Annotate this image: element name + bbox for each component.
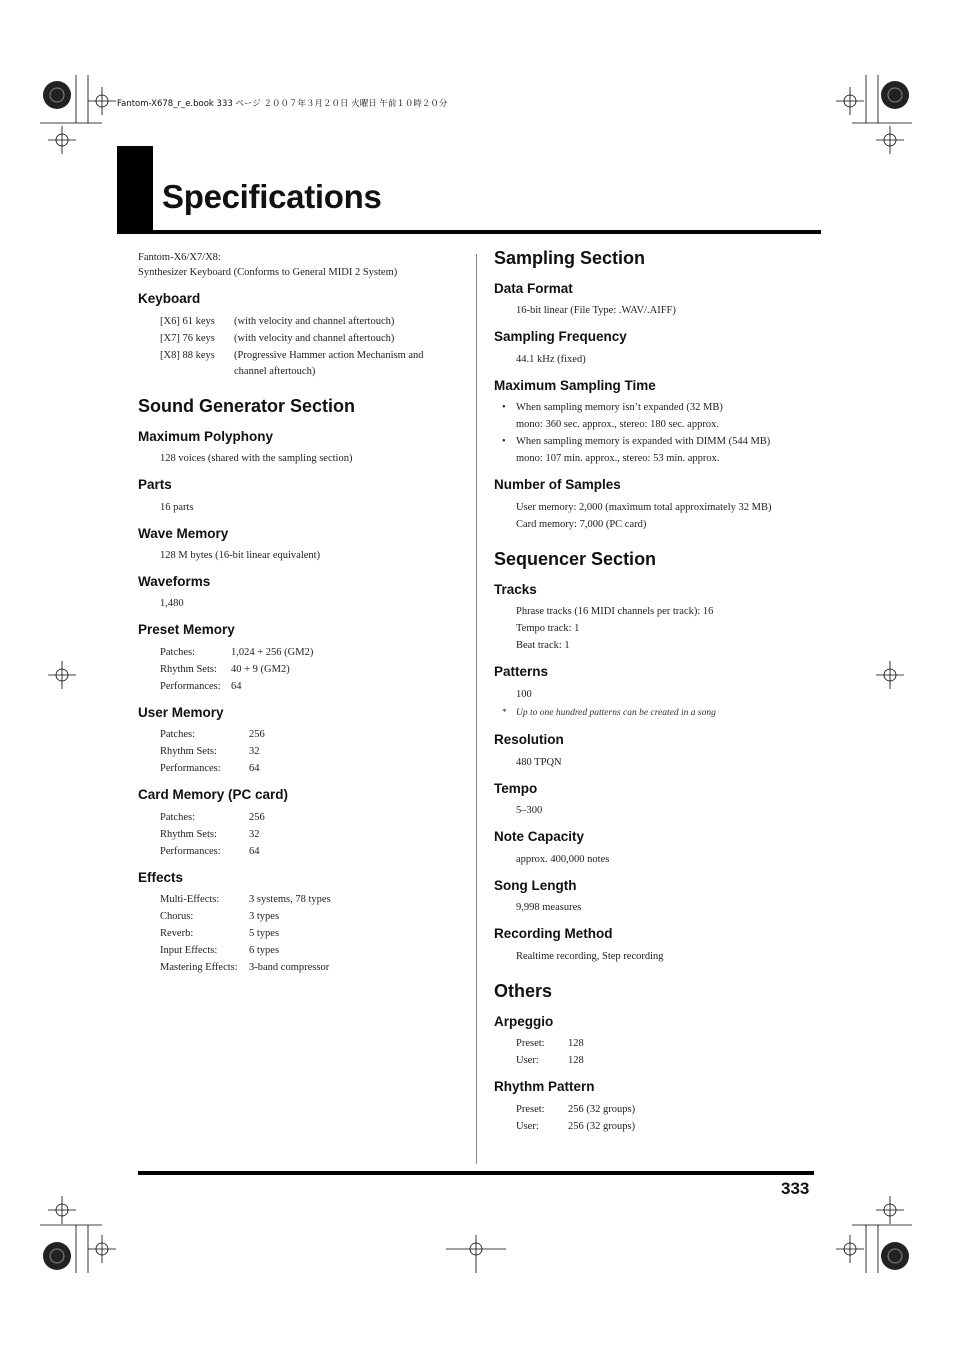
spec-value: 3-band compressor <box>249 962 330 973</box>
keyboard-heading: Keyboard <box>138 291 201 306</box>
max-time-line: When sampling memory isn’t expanded (32 MB) <box>516 402 723 413</box>
spec-label: Input Effects: <box>160 945 218 956</box>
keyboard-desc: (with velocity and channel aftertouch) <box>234 316 395 327</box>
column-divider <box>476 254 477 1164</box>
spec-value: 256 <box>249 729 265 740</box>
keyboard-desc-cont: channel aftertouch) <box>234 366 316 377</box>
keyboard-model: [X6] 61 keys <box>160 316 215 327</box>
sampling-frequency-heading: Sampling Frequency <box>494 329 627 344</box>
waveforms-value: 1,480 <box>160 598 184 609</box>
waveforms-heading: Waveforms <box>138 574 211 589</box>
sound-generator-heading: Sound Generator Section <box>138 396 356 416</box>
num-samples-line: User memory: 2,000 (maximum total approximately 32 MB) <box>516 502 772 513</box>
spec-value: 32 <box>249 829 260 840</box>
user-memory-heading: User Memory <box>138 705 224 720</box>
arpeggio-heading: Arpeggio <box>494 1014 554 1029</box>
spec-value: 5 types <box>249 928 280 939</box>
spec-value: 256 <box>249 812 265 823</box>
keyboard-desc: (Progressive Hammer action Mechanism and <box>234 350 424 361</box>
patterns-note: Up to one hundred patterns can be created in a song <box>516 708 716 718</box>
spec-label: Performances: <box>160 763 221 774</box>
others-heading: Others <box>494 981 553 1001</box>
max-time-line: When sampling memory is expanded with DIMM (544 MB) <box>516 436 771 447</box>
spec-label: Rhythm Sets: <box>160 664 217 675</box>
spec-label: Multi-Effects: <box>160 894 220 905</box>
tempo-heading: Tempo <box>494 781 538 796</box>
spec-value: 32 <box>249 746 260 757</box>
num-samples-line: Card memory: 7,000 (PC card) <box>516 519 647 530</box>
spec-value: 1,024 + 256 (GM2) <box>231 647 314 658</box>
note-capacity-value: approx. 400,000 notes <box>516 854 610 865</box>
spec-label: Preset: <box>516 1038 545 1049</box>
max-polyphony-heading: Maximum Polyphony <box>138 429 274 444</box>
bullet-icon: • <box>502 436 506 447</box>
max-time-line: mono: 360 sec. approx., stereo: 180 sec. approx. <box>516 419 719 430</box>
spec-label: Reverb: <box>160 928 194 939</box>
recording-method-value: Realtime recording, Step recording <box>516 951 664 962</box>
parts-value: 16 parts <box>160 502 194 513</box>
spec-value: 64 <box>231 681 242 692</box>
sampling-heading: Sampling Section <box>494 248 646 268</box>
note-mark: * <box>502 708 507 718</box>
intro-line-2: Synthesizer Keyboard (Conforms to General MIDI 2 System) <box>138 267 398 278</box>
spec-label: User: <box>516 1121 539 1132</box>
spec-label: Mastering Effects: <box>160 962 238 973</box>
footer-rule <box>138 1171 814 1175</box>
resolution-heading: Resolution <box>494 732 564 747</box>
bullet-icon: • <box>502 402 506 413</box>
wave-memory-heading: Wave Memory <box>138 526 229 541</box>
max-sampling-time-heading: Maximum Sampling Time <box>494 378 656 393</box>
spec-label: Preset: <box>516 1104 545 1115</box>
song-length-value: 9,998 measures <box>516 902 582 913</box>
tracks-line: Beat track: 1 <box>516 640 570 651</box>
spec-label: Performances: <box>160 681 221 692</box>
spec-value: 3 types <box>249 911 280 922</box>
card-memory-heading: Card Memory (PC card) <box>138 787 289 802</box>
tracks-line: Tempo track: 1 <box>516 623 580 634</box>
tracks-line: Phrase tracks (16 MIDI channels per track): 16 <box>516 606 714 617</box>
file-header-line: Fantom-X678_r_e.book 333 ページ ２００７年３月２０日 火曜日 午前１０時２０分 <box>117 99 448 109</box>
spec-value: 64 <box>249 763 260 774</box>
spec-label: Rhythm Sets: <box>160 829 217 840</box>
recording-method-heading: Recording Method <box>494 926 613 941</box>
sampling-frequency-value: 44.1 kHz (fixed) <box>516 354 586 365</box>
spec-value: 40 + 9 (GM2) <box>231 664 290 675</box>
data-format-heading: Data Format <box>494 281 573 296</box>
spec-label: Rhythm Sets: <box>160 746 217 757</box>
parts-heading: Parts <box>138 477 172 492</box>
wave-memory-value: 128 M bytes (16-bit linear equivalent) <box>160 550 321 561</box>
spec-value: 3 systems, 78 types <box>249 894 331 905</box>
spec-label: Patches: <box>160 812 195 823</box>
effects-heading: Effects <box>138 870 184 885</box>
spec-value: 128 <box>568 1038 584 1049</box>
page-title: Specifications <box>162 178 382 215</box>
spec-label: Performances: <box>160 846 221 857</box>
spec-label: Chorus: <box>160 911 194 922</box>
tracks-heading: Tracks <box>494 582 537 597</box>
spec-label: Patches: <box>160 729 195 740</box>
data-format-value: 16-bit linear (File Type: .WAV/.AIFF) <box>516 305 676 316</box>
spec-value: 6 types <box>249 945 280 956</box>
tempo-value: 5–300 <box>516 805 543 816</box>
max-polyphony-value: 128 voices (shared with the sampling section) <box>160 453 353 464</box>
spec-value: 256 (32 groups) <box>568 1104 636 1115</box>
patterns-heading: Patterns <box>494 664 549 679</box>
spec-label: User: <box>516 1055 539 1066</box>
resolution-value: 480 TPQN <box>516 757 562 768</box>
keyboard-model: [X8] 88 keys <box>160 350 215 361</box>
spec-label: Patches: <box>160 647 195 658</box>
song-length-heading: Song Length <box>494 878 577 893</box>
patterns-value: 100 <box>516 689 532 700</box>
max-time-line: mono: 107 min. approx., stereo: 53 min. approx. <box>516 453 720 464</box>
note-capacity-heading: Note Capacity <box>494 829 585 844</box>
title-rule <box>117 230 821 234</box>
rhythm-pattern-heading: Rhythm Pattern <box>494 1079 595 1094</box>
title-black-block <box>117 146 153 232</box>
sequencer-heading: Sequencer Section <box>494 549 657 569</box>
number-of-samples-heading: Number of Samples <box>494 477 621 492</box>
keyboard-model: [X7] 76 keys <box>160 333 215 344</box>
intro-line-1: Fantom-X6/X7/X8: <box>138 252 221 263</box>
spec-value: 64 <box>249 846 260 857</box>
preset-memory-heading: Preset Memory <box>138 622 235 637</box>
page-number: 333 <box>781 1179 810 1198</box>
keyboard-desc: (with velocity and channel aftertouch) <box>234 333 395 344</box>
spec-value: 128 <box>568 1055 584 1066</box>
spec-value: 256 (32 groups) <box>568 1121 636 1132</box>
